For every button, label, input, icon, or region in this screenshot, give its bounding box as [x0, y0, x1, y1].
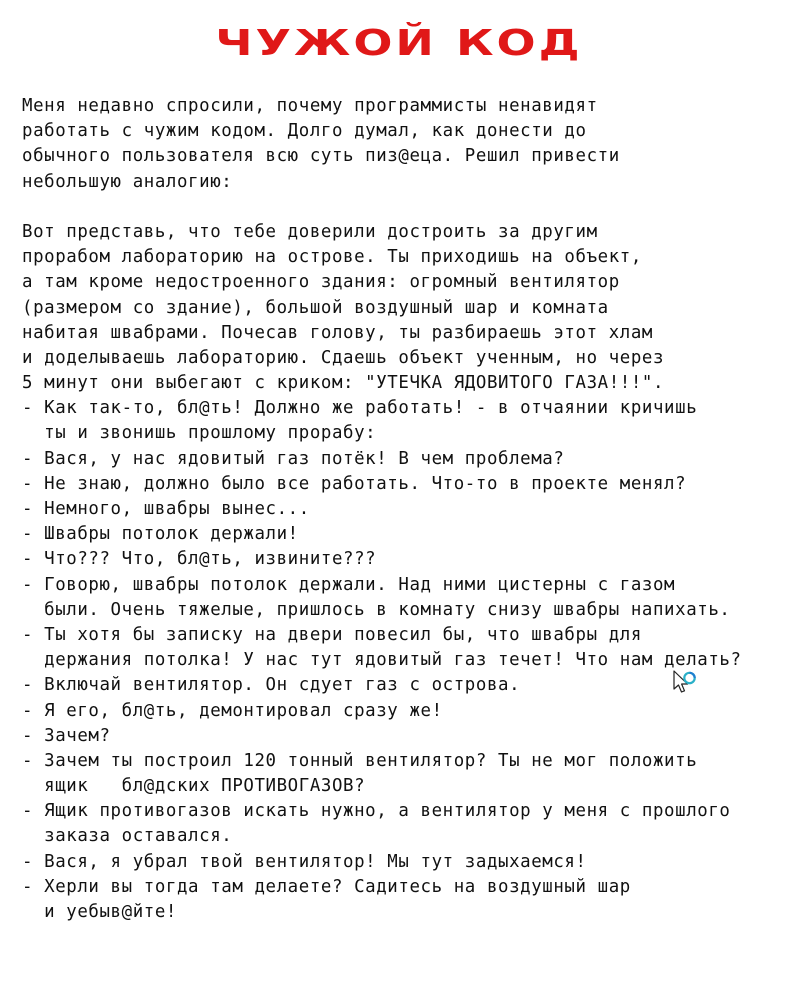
- story-line: ты и звонишь прошлому прорабу:: [22, 423, 377, 444]
- story-line: - Вася, я убрал твой вентилятор! Мы тут задыхаемся!: [22, 851, 587, 872]
- busy-pointer-icon: [672, 670, 698, 700]
- intro-line: работать с чужим кодом. Долго думал, как донести до: [22, 121, 587, 142]
- story-line: были. Очень тяжелые, пришлось в комнату снизу швабры напихать.: [22, 599, 731, 620]
- story-line: - Ящик противогазов искать нужно, а вентилятор у меня с прошлого: [22, 801, 731, 822]
- story-line: Вот представь, что тебе доверили достроить за другим: [22, 221, 598, 242]
- story-line: - Зачем ты построил 120 тонный вентилятор? Ты не мог положить: [22, 750, 698, 771]
- story-paragraph: [22, 220, 792, 925]
- story-line: - Швабры потолок держали!: [22, 524, 299, 545]
- story-line: - Включай вентилятор. Он сдует газ с острова.: [22, 675, 521, 696]
- story-line: 5 минут они выбегают с криком: "УТЕЧКА ЯДОВИТОГО ГАЗА!!!".: [22, 373, 665, 394]
- story-line: и доделываешь лабораторию. Сдаешь объект ученным, но через: [22, 347, 665, 368]
- story-line: прорабом лабораторию на острове. Ты приходишь на объект,: [22, 247, 642, 268]
- story-line: и уебыв@йте!: [22, 902, 177, 922]
- intro-line: обычного пользователя всю суть пиз@еца. Решил привести: [22, 146, 620, 167]
- paragraph-gap: [22, 195, 792, 220]
- story-line: а там кроме недостроенного здания: огромный вентилятор: [22, 272, 620, 293]
- story-line: (размером со здание), большой воздушный шар и комната: [22, 297, 609, 318]
- story-line: - Не знаю, должно было все работать. Что-то в проекте менял?: [22, 473, 687, 494]
- story-line: - Ты хотя бы записку на двери повесил бы, что швабры для: [22, 624, 642, 645]
- story-line: - Немного, швабры вынес...: [22, 499, 310, 519]
- story-line: - Как так-то, бл@ть! Должно же работать! - в отчаянии кричишь: [22, 398, 698, 419]
- story-line: набитая швабрами. Почесав голову, ты разбираешь этот хлам: [22, 322, 653, 343]
- story-line: - Я его, бл@ть, демонтировал сразу же!: [22, 700, 443, 721]
- story-line: ящик бл@дских ПРОТИВОГАЗОВ?: [22, 776, 366, 797]
- story-text: [22, 94, 792, 925]
- story-line: - Херли вы тогда там делаете? Садитесь на воздушный шар: [22, 876, 631, 897]
- story-line: - Что??? Что, бл@ть, извините???: [22, 549, 377, 570]
- story-line: заказа оставался.: [22, 826, 233, 847]
- story-line: - Зачем?: [22, 725, 111, 746]
- story-line: - Вася, у нас ядовитый газ потёк! В чем проблема?: [22, 448, 565, 469]
- story-line: держания потолка! У нас тут ядовитый газ течет! Что нам делать?: [22, 650, 742, 671]
- intro-line: небольшую аналогию:: [22, 171, 233, 192]
- story-line: - Говорю, швабры потолок держали. Над ними цистерны с газом: [22, 574, 676, 595]
- intro-line: Меня недавно спросили, почему программисты ненавидят: [22, 96, 598, 116]
- page-title: ЧУЖОЙ КОД: [215, 21, 583, 64]
- intro-paragraph: [22, 94, 792, 195]
